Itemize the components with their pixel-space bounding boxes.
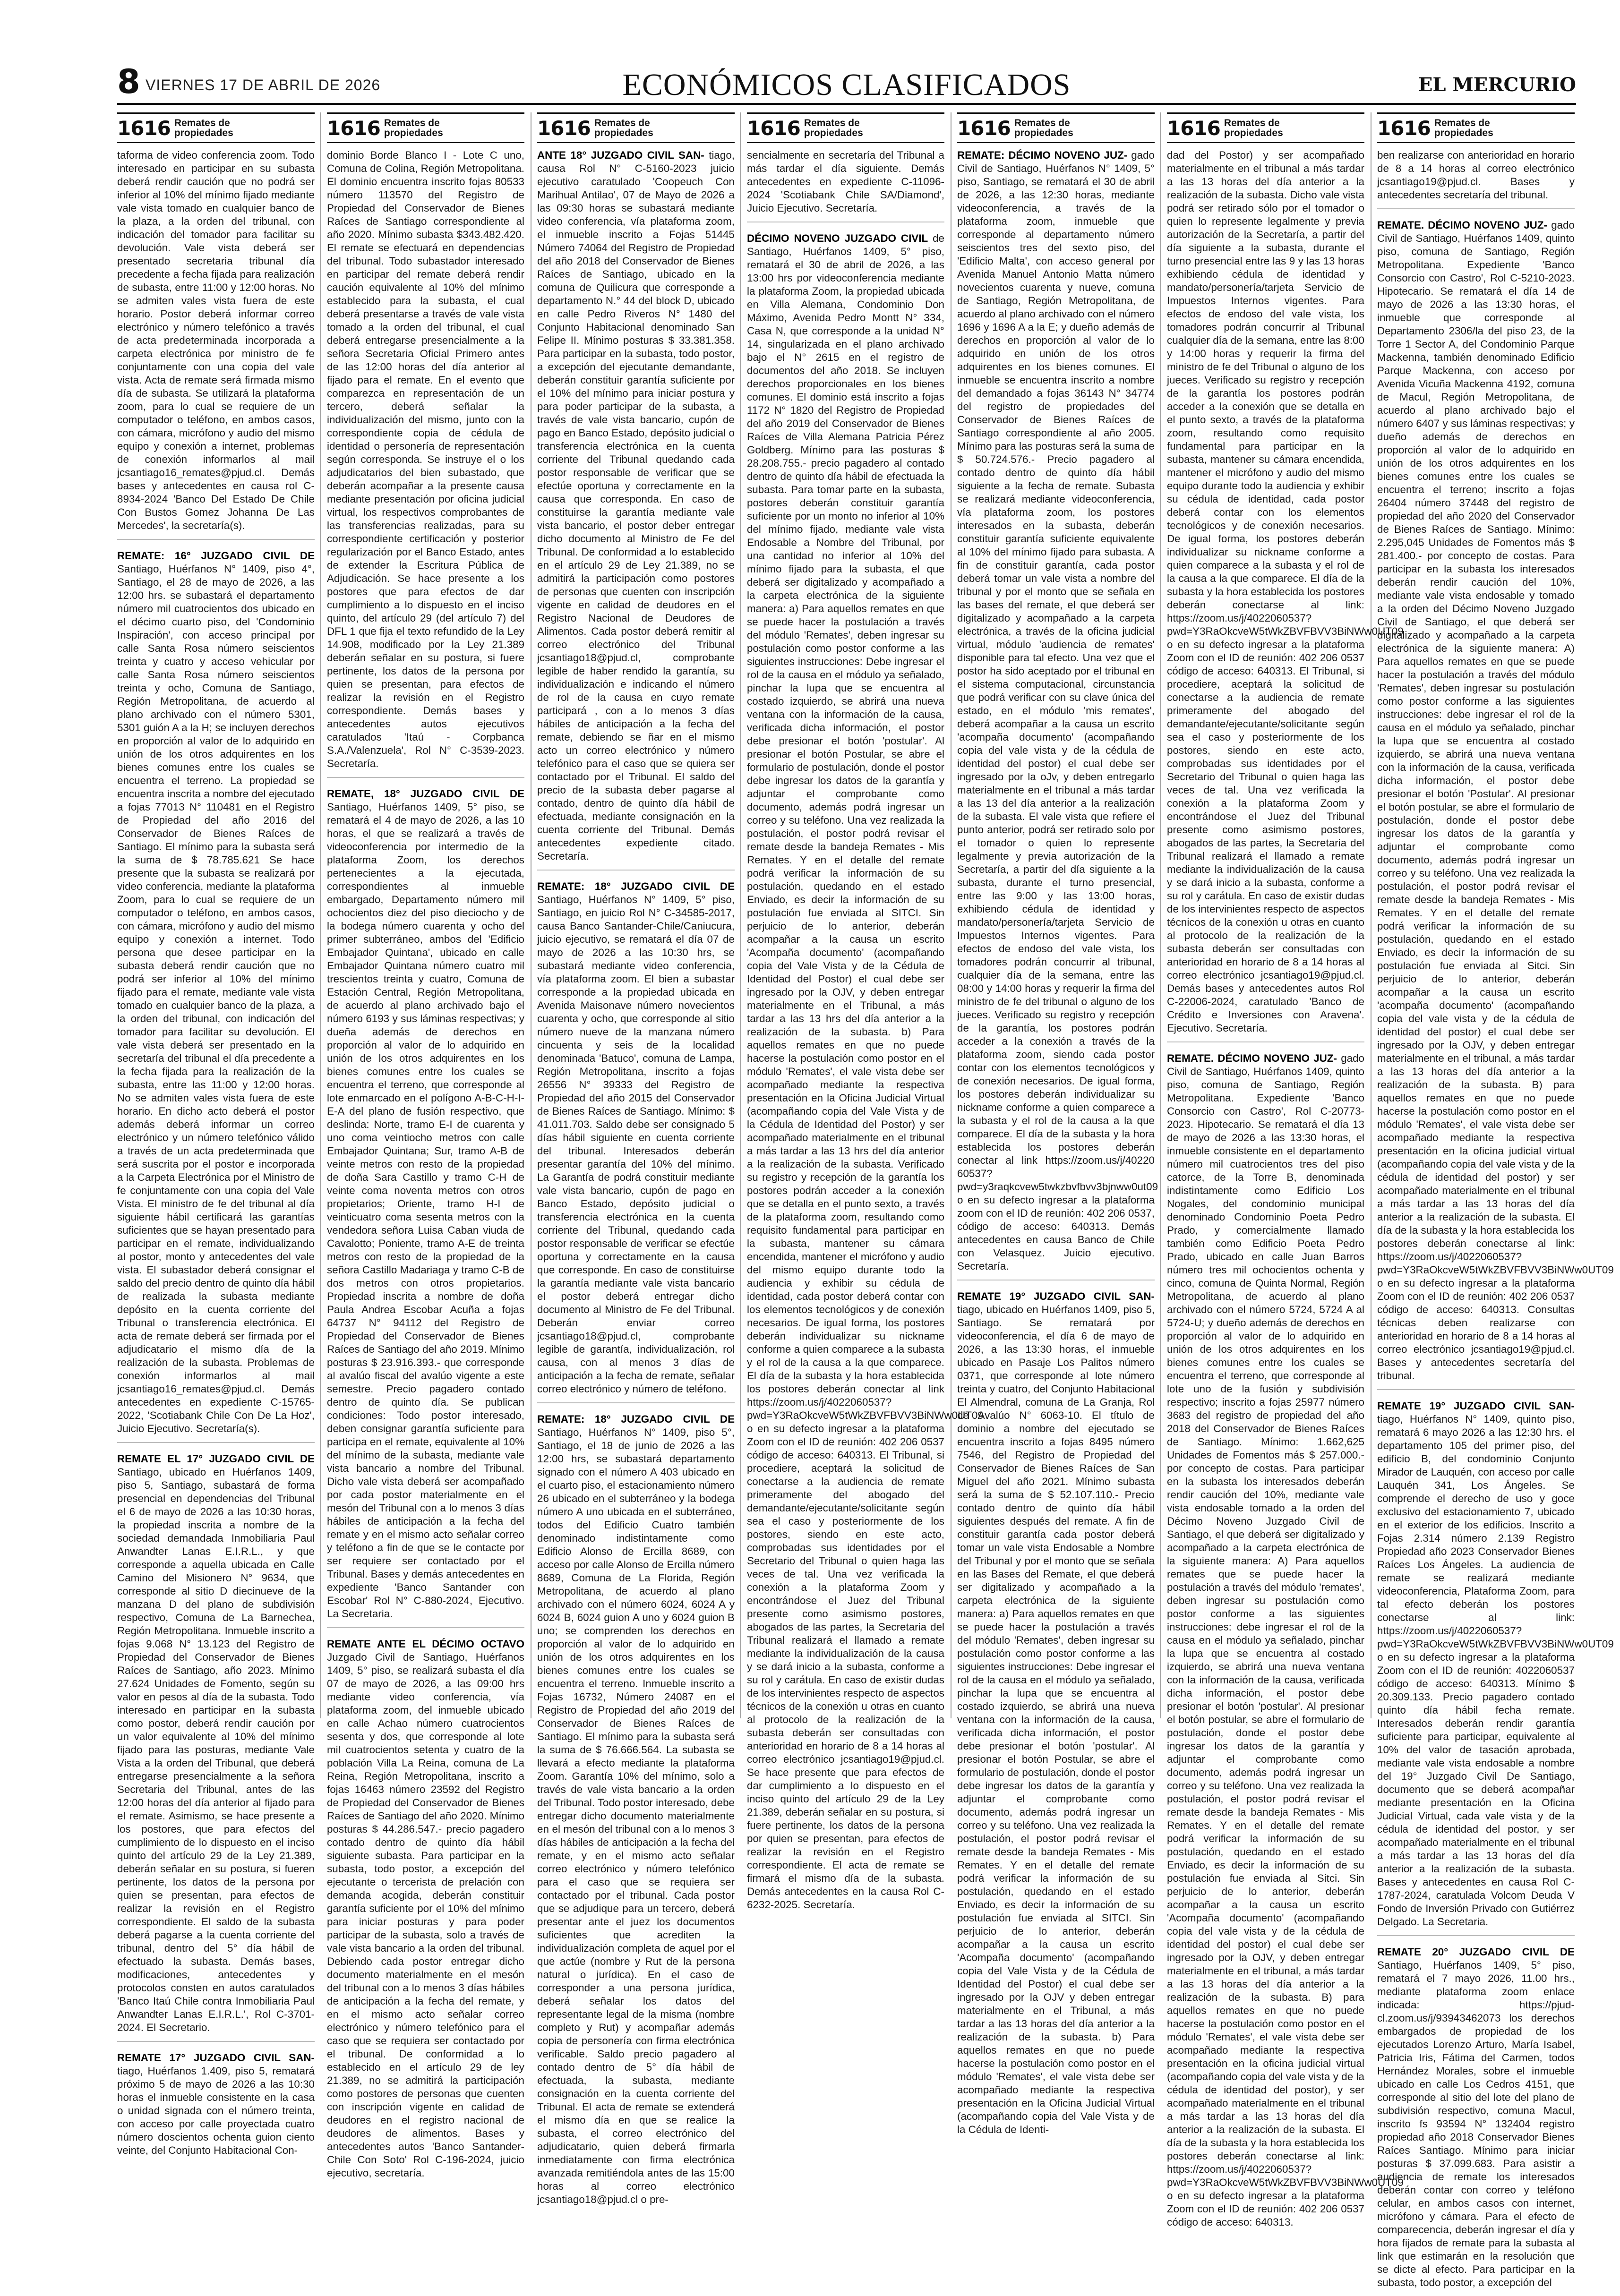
classified-column-7 <box>1377 112 1614 2288</box>
newspaper-brand-logo: EL MERCURIO <box>1418 74 1576 96</box>
auction-notice <box>747 232 984 1918</box>
page-number: 8 <box>117 62 140 101</box>
notice-body: tiago, Huérfanos 1.409, piso 5, rematará próximo 5 de mayo de 2026 a las 10:30 horas el inmueble consistente en la casa o unidad signada con el número treinta, con acceso por calle proyectada cuatro número doscientos ochenta guion ciento veinte, del Conjunto Habitacional Con- <box>117 2065 315 2156</box>
auction-notice <box>1377 1946 1575 2296</box>
notice-paragraph <box>1377 219 1614 1383</box>
category-name <box>1434 118 1493 138</box>
auction-notice <box>1167 149 1404 1042</box>
notice-paragraph <box>537 149 735 863</box>
notice-lead: REMATE: 18° JUZGADO CIVIL DE <box>537 1413 735 1425</box>
category-name-line1: Remates de <box>1434 118 1490 128</box>
notice-lead: REMATE, 18° JUZGADO CIVIL DE <box>327 788 524 800</box>
category-header <box>747 112 944 143</box>
auction-notice <box>327 149 524 778</box>
category-name-line1: Remates de <box>384 118 440 128</box>
notice-paragraph <box>1377 1946 1575 2289</box>
auction-notice <box>537 1413 735 2213</box>
auction-notice <box>1377 219 1614 1390</box>
category-header <box>1377 112 1575 143</box>
category-name-line2: propiedades <box>594 128 653 138</box>
auction-notice <box>1377 149 1575 209</box>
category-header <box>957 112 1155 143</box>
column-body <box>1377 143 1614 2296</box>
column-body <box>327 143 524 2186</box>
auction-notice <box>117 549 315 1443</box>
classified-column-1 <box>117 112 315 2156</box>
notice-body: Santiago, Huérfanos 1409, 5° piso, rematará el 7 mayo 2026, 11.00 hrs., mediante plataforma zoom enlace indicada: https://pjud-cl.zoom.us/j/93943462073 los derechos embargados de propiedad de los ejecutados Lorenzo Arturo, María Isabel, Patricia Iris, Fátima del Carmen, todos Hernández Morales, sobre el inmueble ubicado en calle Los Cedros 4151, que corresponde al sitio del lote del plano de subdivisión respectivo, comuna Macul, inscrito fs 93594 N° 132404 registro propiedad año 2018 Conservador Bienes Raíces Santiago. Mínimo para iniciar posturas $ 37.099.683. Para asistir a audiencia de remate los interesados deberán contar con correo y teléfono celular, en ambos casos con internet, micrófono y cámara. Para el efecto de comparecencia, deberán ingresar el día y hora fijados de remate para la subasta al link que estimarán en la resolución que se dicte al efecto. Para participar en la subasta, todo postor, a excepción del <box>1377 1959 1575 2288</box>
category-name-line1: Remates de <box>1224 118 1280 128</box>
notice-paragraph <box>1167 1052 1404 2229</box>
auction-notice <box>117 2051 315 2164</box>
classified-column-5 <box>957 112 1158 2135</box>
column-body <box>747 143 984 1918</box>
notice-body: ben realizarse con anterioridad en horario de 8 a 14 horas al correo electrónico jcsantiago19@pjud.cl. Bases y antecedentes secretaría del tribunal. <box>1377 149 1575 201</box>
notice-body: gado Civil de Santiago, Huérfanos N° 1409, 5° piso, Santiago, se rematará el 30 de abril de 2026, a las 12:30 horas, mediante videoconferencia, a través de la plataforma zoom, inmueble que corresponde al departamento número seiscientos tres del sexto piso, del 'Edificio Malta', con acceso general por Avenida Manuel Antonio Matta número novecientos cuarenta y nueve, comuna de Santiago, Región Metropolitana, de acuerdo al plano archivado con el número 1696 y 1696 A a la E; y dueño además de derechos en proporción al valor de lo adquirido en unión de los otros adquirentes en los bienes comunes. El inmueble se encuentra inscrito a nombre del demandado a fojas 36143 N° 34774 del registro de propiedades del Conservador de Bienes Raíces de Santiago correspondiente al año 2005. Mínimo para las posturas será la suma de $ 50.724.576.- Precio pagadero al contado dentro de quinto día hábil siguiente a la fecha de remate. Subasta se realizará mediante videoconferencia, vía plataforma zoom, los postores interesados en la subasta, deberán constituir garantía suficiente equivalente al 10% del mínimo fijado para subasta. A fin de constituir garantía, cada postor deberá tomar un vale vista a nombre del tribunal y por el monto que se señala en las bases del remate, el que deberá ser digitalizado y acompañado a la carpeta electrónica, a través de la oficina judicial virtual, módulo 'audiencia de remates' disponible para tal efecto. Una vez que el postor ha sido aceptado por el tribunal en el sistema computacional, circunstancia que podrá verificar con su clave única del estado, en el módulo 'mis remates', deberá acompañar a la causa un escrito 'acompaña documento' (acompañando copia del vale vista y de la cédula de identidad del postor) el cual debe ser ingresado por la oJv, y deben entregarlo materialmente en el tribunal a más tardar a las 13 del día anterior a la realización de la subasta. El vale vista que refiere el punto anterior, podrá ser retirado solo por el tomador o quien lo represente legalmente y previa autorización de la Secretaría, a partir del día siguiente a la subasta, durante el turno presencial, entre las 9:00 y las 13:00 horas, exhibiendo cédula de identidad y mandato/personería/tarjeta Servicio de Impuestos Internos vigentes. Para efectos de endoso del vale vista, los tomadores podrán concurrir al tribunal, cualquier día de la semana, entre las 08:00 y 14:00 horas y requerir la firma del ministro de fe del tribunal o alguno de los jueces. Verificado su registro y recepción de la garantía, los postores podrán acceder a la conexión a través de la plataforma zoom, siendo cada postor contar con los elementos tecnológicos y de conexión necesarios. De igual forma, los postores deberán individualizar su nickname conforme a quien comparece a la subasta y el rol de la causa a la que comparece. El día de la subasta y la hora establecida los postores deberán conectar al link https://zoom.us/j/40220 60537?pwd=y3raqkcvew5twkzbvfbvv3bjnww0ut09 o en su defecto ingresar a la plataforma zoom con el ID de reunión: 402 206 0537, código de acceso: 640313. Demás antecedentes en causa Banco de Chile con Velasquez. Juicio ejecutivo. Secretaría. <box>957 149 1158 1272</box>
category-name-line2: propiedades <box>1434 128 1493 138</box>
notice-body: tiago, ubicado en Huérfanos 1409, piso 5, Santiago. Se rematará por videoconferencia, el día 6 de mayo de 2026, a las 13:30 horas, el inmueble ubicado en Pasaje Los Palitos número 0371, que corresponde al lote número treinta y cuatro, del Conjunto Habitacional El Almendral, comuna de La Granja, Rol de Avalúo N° 6063-10. El título de dominio a nombre del ejecutado se encuentra inscrito a fojas 8495 número 7546, del Registro de Propiedad del Conservador de Bienes Raíces de San Miguel del año 2021. Mínimo subasta será la suma de $ 52.107.110.- Precio contado dentro de quinto día hábil siguientes después del remate. A fin de constituir garantía cada postor deberá tomar un vale vista Endosable a Nombre del Tribunal y por el monto que se señala en las Bases del Remate, el que deberá ser digitalizado y acompañado a la carpeta electrónica de la siguiente manera: a) Para aquellos remates en que se puede hacer la postulación a través del módulo 'Remates', deben ingresar su postulación como postor conforme a las siguientes instrucciones: Debe ingresar el rol de la causa en el módulo ya señalado, pinchar la lupa que se encuentra al costado izquierdo, se abrirá una nueva ventana con la información de la causa, verificada dicha información, el postor debe presionar el botón 'postular'. Al presionar el botón Postular, se abre el formulario de postulación, donde el postor debe ingresar los datos de la garantía y adjuntar el comprobante como documento, además podrá ingresar un correo y su teléfono. Una vez realizada la postulación, el postor podrá revisar el remate desde la bandeja Remates - Mis Remates. Y en el detalle del remate podrá verificar la información de su postulación, quedando en el estado Enviado, es decir la información de su postulación fue enviada al SITCI. Sin perjuicio de lo anterior, deberán acompañar a la causa un escrito 'Acompaña documento' (acompañando copia del Vale Vista y de la Cédula de Identidad del Postor) el cual debe ser ingresado por la OJV y deben entregar materialmente en el Tribunal, a más tardar a las 13 horas del día anterior a la realización de la subasta. b) Para aquellos remates en que no puede hacerse la postulación como postor en el módulo 'Remates', el vale vista debe ser acompañado mediante la respectiva presentación en la Oficina Judicial Virtual (acompañando copia del Vale Vista y de la Cédula de Identi- <box>957 1304 1155 2135</box>
page-masthead <box>117 62 1576 105</box>
classified-column-3 <box>537 112 735 2205</box>
notice-body: Santiago, Huérfanos N° 1409, 5° piso, Santiago, en juicio Rol N° C-34585-2017, causa Banco Santander-Chile/Caniucura, juicio ejecutivo, se rematará el día 07 de mayo de 2026 a las 10:30 hrs, se subastará mediante video conferencia, vía plataforma zoom. El bien a subastar corresponde a la propiedad ubicada en Avenida Maisonave número novecientos cuarenta y ocho, que corresponde al sitio número nueve de la manzana número cincuenta y seis de la localidad denominada 'Batuco', comuna de Lampa, Región Metropolitana, inscrito a fojas 26556 N° 39333 del Registro de Propiedad del año 2015 del Conservador de Bienes Raíces de Santiago. Mínimo: $ 41.011.703. Saldo debe ser consignado 5 días hábil siguiente en cuenta corriente del tribunal. Interesados deberán presentar garantía del 10% del mínimo. La Garantía de podrá constituir mediante vale vista bancario, cupón de pago en Banco Estado, depósito judicial o transferencia electrónica en la cuenta corriente del Tribunal, quedando cada postor responsable de verificar se efectúe oportuna y correctamente en la causa que corresponde. En caso de constituirse la garantía mediante vale vista bancario el postor deberá entregar dicho documento al Ministro de Fe del Tribunal. Deberán enviar correo jcsantiago18@pjud.cl, comprobante legible de garantía, individualización, rol causa, con al menos 3 días de anticipación a la fecha de remate, señalar correo electrónico y número de teléfono. <box>537 894 735 1395</box>
notice-paragraph <box>747 232 984 1912</box>
category-header <box>327 112 524 143</box>
notice-lead: REMATE. DÉCIMO NOVENO JUZ- <box>1377 219 1547 231</box>
auction-notice <box>957 149 1158 1280</box>
notice-body: Santiago, Huérfanos 1409, 5° piso, se rematará el 4 de mayo de 2026, a las 10 horas, el que se realizará a través de videoconferencia por intermedio de la plataforma Zoom, los derechos pertenecientes a la ejecutada, correspondientes al inmueble embargado, Departamento número mil ochocientos diez del piso dieciocho y de la bodega número cuarenta y ocho del primer subterráneo, ambos del 'Edificio Embajador Quintana', ubicado en calle Embajador Quintana número cuatro mil trescientos treinta y cuatro, Comuna de Estación Central, Región Metropolitana, de acuerdo al plano archivado bajo el número 6193 y sus láminas respectivas; y dueña además de derechos en proporción al valor de lo adquirido en unión de los otros adquirentes en los bienes comunes entre los cuales se encuentra el terreno, que corresponde al lote enmarcado en el polígono A-B-C-H-I-E-A del plano de fusión respectivo, que deslinda: Norte, tramo E-I de cuarenta y uno coma veintiocho metros con calle Embajador Quintana; Sur, tramo A-B de veinte metros con resto de la propiedad de doña Sara Castillo y tramo C-H de veinte coma noventa metros con otros propietarios; Oriente, tramo H-I de veinticuatro coma sesenta metros con la vendedora señora Luisa Caban viuda de Cavalotto; Poniente, tramo A-E de treinta metros con resto de la propiedad de la señora Castillo Madariaga y tramo C-B de dos metros con otros propietarios. Propiedad inscrita a nombre de doña Paula Andrea Escobar Acuña a fojas 64737 N° 94112 del Registro de Propiedad del Conservador de Bienes Raíces de Santiago del año 2019. Mínimo posturas $ 23.916.393.- que corresponde al avalúo fiscal del avalúo vigente a este semestre. Precio pagadero contado dentro de quinto día. Se publican condiciones: Todo postor interesado, deben consignar garantía suficiente para participa en el remate, equivalente al 10% del mínimo de la subasta, mediante vale vista bancario a nombre del Tribunal. Dicho vale vista deberá ser acompañado por cada postor materialmente en el mesón del Tribunal con a lo menos 3 días hábiles de anticipación a la fecha del remate y en el mismo acto señalar correo y teléfono a fin de que se le contacte por ser requiere ser contactado por el Tribunal. Bases y demás antecedentes en expediente 'Banco Santander con Escobar' Rol N° C-880-2024, Ejecutivo. La Secretaria. <box>327 801 524 1620</box>
auction-notice <box>117 149 315 540</box>
category-header <box>537 112 735 143</box>
category-name <box>174 118 233 138</box>
notice-lead: REMATE ANTE EL DÉCIMO OCTAVO <box>327 1638 524 1650</box>
category-header <box>117 112 315 143</box>
auction-notice <box>1377 1400 1614 1936</box>
page-date: VIERNES 17 DE ABRIL DE 2026 <box>146 77 381 94</box>
auction-notice <box>957 1290 1155 2143</box>
category-code: 1616 <box>957 116 1011 140</box>
category-name-line2: propiedades <box>174 128 233 138</box>
category-code: 1616 <box>747 116 800 140</box>
notice-lead: REMATE 19° JUZGADO CIVIL SAN- <box>957 1290 1155 1302</box>
notice-body: de Santiago, Huérfanos 1409, 5° piso, rematará el 30 de abril de 2026, a las 13:00 hrs por videoconferencia mediante la plataforma Zoom, la propiedad ubicada en Villa Alemana, Condominio Don Máximo, Avenida Pedro Montt N° 334, Casa N, que corresponde a la unidad N° 14, singularizada en el plano archivado bajo el N° 2615 en el registro de documentos del año 2018. Se incluyen derechos proporcionales en los bienes comunes. El dominio está inscrito a fojas 1172 N° 1820 del Registro de Propiedad del año 2019 del Conservador de Bienes Raíces de Villa Alemana Patricia Pérez Goldberg. Mínimo para las posturas $ 28.208.755.- precio pagadero al contado dentro de quinto día hábil de efectuada la subasta. Para tomar parte en la subasta, postores deberán constituir garantía suficiente por un monto no inferior al 10% del mínimo fijado, mediante vale vista Endosable a Nombre del Tribunal, por una cantidad no inferior al 10% del mínimo fijado para la subasta, el que deberá ser digitalizado y acompañado a la carpeta electrónica de la siguiente manera: a) Para aquellos remates en que se puede hacer la postulación a través del módulo 'Remates', deben ingresar su postulación como postor conforme a las siguientes instrucciones: Debe ingresar el rol de la causa en el módulo ya señalado, pinchar la lupa que se encuentra al costado izquierdo, se abrirá una nueva ventana con la información de la causa, verificada dicha información, el postor debe presionar el botón 'postular'. Al presionar el botón Postular, se abre el formulario de postulación, donde el postor debe ingresar los datos de la garantía y adjuntar el comprobante como documento, además podrá ingresar un correo y su teléfono. Una vez realizada la postulación, el postor podrá revisar el remate desde la bandeja Remates - Mis Remates. Y en el detalle del remate podrá verificar la información de su postulación, quedando en el estado Enviado, es decir la información de su postulación fue enviada al SITCI. Sin perjuicio de lo anterior, deberán acompañar a la causa un escrito 'Acompaña documento' (acompañando copia del Vale Vista y de la Cédula de Identidad del Postor) el cual debe ser ingresado por la OJV, y deben entregar materialmente en el Tribunal, a más tardar a las 13 hrs del día anterior a la realización de la subasta. b) Para aquellos remates en que no puede hacerse la postulación como postor en el módulo 'Remates', el vale vista debe ser acompañado mediante la respectiva presentación en la Oficina Judicial Virtual (acompañando copia del Vale Vista y de la Cédula de Identidad del Postor) y ser acompañado materialmente en el tribunal a más tardar a las 13 hrs del día anterior a la realización de la subasta. Verificado su registro y recepción de la garantía los postores podrán acceder a la conexión que se detalla en el punto sexto, a través de la plataforma zoom, resultando como requisito fundamental para participar en la subasta, mantener su cámara encendida, mantener el micrófono y audio del mismo equipo durante todo la audiencia y exhibir su cédula de identidad, cada postor deberá contar con los elementos tecnológicos y de conexión necesarios. De igual forma, los postores deberán individualizar su nickname conforme a quien comparece a la subasta y el rol de la causa a la que comparece. El día de la subasta y la hora establecida los postores deberán conectar al link https://zoom.us/j/4022060537?pwd=Y3RaOkcveW5tWkZBVFBVV3BiNWw0UT09 o en su defecto ingresar a la plataforma Zoom con el ID de reunión: 402 206 0537 código de acceso: 640313. El Tribunal, si procediere, aceptará la solicitud de conectarse a la audiencia de remate primeramente del abogado del demandante/ejecutante/solicitante según sea el caso y posteriormente de los postores, siendo en este acto, comprobadas sus identidades por el Secretario del Tribunal o quien haga las veces de tal. Una vez verificada la conexión a la plataforma Zoom y encontrándose el Juez del Tribunal presente como asimismo postores, abogados de las partes, la Secretaria del Tribunal realizará el llamado a remate mediante la individualización de la causa y se dará inicio a la subasta, conforme a su rol y carátula. En caso de existir dudas de los intervinientes respecto de aspectos técnicos de la conexión u otras en cuanto al protocolo de la realización de la subasta deberán ser consultadas con anterioridad en horario de 8 a 14 horas al correo electrónico jcsantiago19@pjud.cl. Se hace presente que para efectos de dar cumplimiento a lo dispuesto en el inciso quinto del artículo 29 de la Ley 21.389, deberán señalar en su postura, si fuere pertinente, los datos de la persona por quien se presentan, para efectos de realizar la revisión en el Registro correspondiente. El acta de remate se firmará el mismo día de la subasta. Demás antecedentes en la causa Rol C-6232-2025. Secretaría. <box>747 232 984 1911</box>
notice-lead: REMATE 17° JUZGADO CIVIL SAN- <box>117 2052 315 2064</box>
notice-lead: REMATE 20° JUZGADO CIVIL DE <box>1377 1946 1575 1958</box>
notice-paragraph <box>327 1638 524 2180</box>
notice-body: dominio Borde Blanco I - Lote C uno, Comuna de Colina, Región Metropolitana. El dominio encuentra inscrito fojas 80533 número 113570 del Registro de Propiedad del Conservador de Bienes Raíces de Santiago correspondiente al año 2020. Mínimo subasta $343.482.420. El remate se efectuará en dependencias del tribunal. Todo subastador interesado en participar del remate deberá rendir caución equivalente al 10% del mínimo establecido para la subasta, el cual deberá presentarse a través de vale vista tomado a la orden del tribunal, el cual deberá entregarse presencialmente a la señora Secretaria Oficial Primero antes de las 12:00 horas del día anterior al fijado para el remate. En el evento que comparezca en representación de un tercero, deberá señalar la individualización del mismo, junto con la correspondiente copia de cédula de identidad o personería de representación según corresponda. Se instruye el o los adjudicatarios del bien subastado, que deberán acompañar a la presente causa mediante presentación por oficina judicial virtual, los respectivos comprobantes de las transferencias realizadas, para su correspondiente certificación y posterior regularización por el Banco Estado, antes de extender la Escritura Pública de Adjudicación. Se hace presente a los postores que para efectos de dar cumplimiento a lo dispuesto en el inciso quinto, del artículo 29 (del artículo 7) del DFL 1 que fija el texto refundido de la Ley 14.908, modificado por la Ley 21.389 deberán señalar en su postura, si fuere pertinente, los datos de la persona por quien se presentan, para efectos de realizar la revisión en el Registro correspondiente. Demás bases y antecedentes autos ejecutivos caratulados 'Itaú - Corpbanca S.A./Valenzuela', Rol N° C-3539-2023. Secretaría. <box>327 149 524 769</box>
category-name-line1: Remates de <box>594 118 650 128</box>
category-name-line1: Remates de <box>1014 118 1070 128</box>
category-header <box>1167 112 1364 143</box>
notice-lead: REMATE: 16° JUZGADO CIVIL DE <box>117 550 315 562</box>
notice-paragraph <box>117 2051 315 2157</box>
notice-body: dad del Postor) y ser acompañado materialmente en el tribunal a más tardar a las 13 horas del día anterior a la realización de la subasta. Dicho vale vista podrá ser retirado sólo por el tomador o quien lo represente legalmente y previa autorización de la Secretaría, a partir del día siguiente a la subasta, durante el turno presencial entre las 9 y las 13 horas exhibiendo cédula de identidad y mandato/personería/tarjeta Servicio de Impuestos Internos vigentes. Para efectos de endoso del vale vista, los tomadores podrán concurrir al Tribunal cualquier día de la semana, entre las 8:00 y 14:00 horas y requerir la firma del ministro de fe del Tribunal o alguno de los jueces. Verificado su registro y recepción de la garantía los postores podrán acceder a la conexión que se detalla en el punto sexto, a través de la plataforma zoom, resultando como requisito fundamental para participar en la subasta, mantener su cámara encendida, mantener el micrófono y audio del mismo equipo durante todo la audiencia y exhibir su cédula de identidad, cada postor deberá contar con los elementos tecnológicos y de conexión necesarios. De igual forma, los postores deberán individualizar su nickname conforme a quien comparece a la subasta y el rol de la causa a la que comparece. El día de la subasta y la hora establecida los postores deberán conectarse al link: https://zoom.us/j/4022060537?pwd=Y3RaOkcveW5tWkZBVFBVV3BiNWw0UT09 o en su defecto ingresar a la plataforma Zoom con el ID de reunión: 402 206 0537 código de acceso: 640313. El Tribunal, si procediere, aceptará la solicitud de conectarse a la audiencia de remate primeramente del abogado del demandante/ejecutante/solicitante según sea el caso y posteriormente de los postores, siendo en este acto, comprobadas sus identidades por el Secretario del Tribunal o quien haga las veces de tal. Una vez verificada la conexión a la plataforma Zoom y encontrándose el Juez del Tribunal presente como asimismo postores, abogados de las partes, la Secretaria del Tribunal realizará el llamado a remate mediante la individualización de la causa y se dará inicio a la subasta, conforme a su rol y carátula. En caso de existir dudas de los intervinientes respecto de aspectos técnicos de la conexión u otras en cuanto al protocolo de la realización de la subasta deberán ser consultadas con anterioridad en horario de 8 a 14 horas al correo electrónico jcsantiago19@pjud.cl. Demás bases y antecedentes autos Rol C-22006-2024, caratulado 'Banco de Crédito e Inversiones con Aravena'. Ejecutivo. Secretaría. <box>1167 149 1404 1034</box>
notice-body: gado Civil de Santiago, Huérfanos 1409, quinto piso, comuna de Santiago, Región Metropolitana. Expediente 'Banco Consorcio con Castro', Rol C-5210-2023. Hipotecario. Se rematará el día 14 de mayo de 2026 a las 13:30 horas, el inmueble que corresponde al Departamento 2306/la del piso 23, de la Torre 1 Sector A, del Condominio Parque Mackenna, también denominado Edificio Parque Mackenna, con acceso por Avenida Vicuña Mackenna 4192, comuna de Macul, Región Metropolitana, de acuerdo al plano archivado bajo el número 6407 y sus láminas respectivas; y dueño además de derechos en proporción al valor de lo adquirido en unión de los otros adquirentes en los bienes comunes entre los cuales se encuentra el terreno; inscrito a fojas 26404 número 37448 del registro de propiedad del año 2020 del Conservador de Bienes Raíces de Santiago. Mínimo: 2.295,045 Unidades de Fomentos más $ 281.400.- por concepto de costas. Para participar en la subasta los interesados deberán rendir caución del 10%, mediante vale vista endosable y tomado a la orden del Décimo Noveno Juzgado Civil de Santiago, el que deberá ser digitalizado y acompañado a la carpeta electrónica de la siguiente manera: A) Para aquellos remates en que se puede hacer la postulación a través del módulo 'Remates', deben ingresar su postulación como postor conforme a las siguientes instrucciones: debe ingresar el rol de la causa en el módulo ya señalado, pinchar la lupa que se encuentra al costado izquierdo, se abrirá una nueva ventana con la información de la causa, verificada dicha información, el postor debe presionar el botón 'Postular'. Al presionar el botón postular, se abre el formulario de postulación, donde el postor debe ingresar los datos de la garantía y adjuntar el comprobante como documento, además podrá ingresar un correo y su teléfono. Una vez realizada la postulación, el postor podrá revisar el remate desde la bandeja Remates - Mis Remates. Y en el detalle del remate podrá verificar la información de su postulación, quedando en el estado Enviado, es decir la información de su postulación fue enviada al Sitci. Sin perjuicio de lo anterior, deberán acompañar a la causa un escrito 'acompaña documento' (acompañando copia del vale vista y de la cédula de identidad del postor) el cual debe ser ingresado por la OJV, y deben entregar materialmente en el tribunal, a más tardar a las 13 horas del día anterior a la realización de la subasta. B) para aquellos remates en que no puede hacerse la postulación como postor en el módulo 'Remates', el vale vista debe ser acompañado mediante la respectiva presentación en la oficina judicial virtual (acompañando copia del vale vista y de la cédula de identidad del postor) y ser acompañado materialmente en el tribunal a más tardar a las 13 horas del día anterior a la realización de la subasta. El día de la subasta y la hora establecida los postores deberán conectarse al link: https://zoom.us/j/4022060537?pwd=Y3RaOkcveW5tWkZBVFBVV3BiNWw0UT09 o en su defecto ingresar a la plataforma Zoom con el ID de reunión: 402 206 0537 código de acceso: 640313. Consultas técnicas deben realizarse con anterioridad en horario de 8 a 14 horas al correo electrónico jcsantiago19@pjud.cl. Bases y antecedentes secretaría del tribunal. <box>1377 219 1614 1382</box>
category-name-line2: propiedades <box>384 128 443 138</box>
notice-paragraph <box>957 1290 1155 2136</box>
column-body <box>117 143 315 2164</box>
notice-lead: REMATE. DÉCIMO NOVENO JUZ- <box>1167 1052 1337 1064</box>
notice-paragraph <box>1377 1400 1614 1929</box>
category-name-line1: Remates de <box>174 118 230 128</box>
column-divider <box>320 112 321 1718</box>
category-code: 1616 <box>327 116 380 140</box>
classified-column-6 <box>1167 112 1404 2228</box>
category-name <box>1224 118 1283 138</box>
column-body <box>537 143 735 2213</box>
notice-lead: REMATE: 18° JUZGADO CIVIL DE <box>537 880 735 892</box>
notice-lead: REMATE EL 17° JUZGADO CIVIL DE <box>117 1453 315 1465</box>
category-name-line2: propiedades <box>1014 128 1073 138</box>
classified-column-4 <box>747 112 984 1911</box>
auction-notice <box>327 1638 524 2186</box>
notice-body: Juzgado Civil de Santiago, Huérfanos 1409, 5° piso, se realizará subasta el día 07 de mayo de 2026, a las 09:00 hrs mediante video conferencia, vía plataforma zoom, del inmueble ubicado en calle Achao número cuatrocientos sesenta y dos, que corresponde al lote mil cuatrocientos setenta y cuatro de la población Villa La Reina, comuna de La Reina, Región Metropolitana, inscrito a fojas 16463 número 23592 del Registro de Propiedad del Conservador de Bienes Raíces de Santiago del año 2020. Mínimo posturas $ 44.286.547.- precio pagadero contado dentro de quinto día hábil siguiente subasta. Para participar en la subasta, todo postor, a excepción del ejecutante o tercerista de prelación con demanda acogida, deberán constituir garantía suficiente por el 10% del mínimo para iniciar posturas y para poder participar de la subasta, solo a través de vale vista bancario a la orden del tribunal. Debiendo cada postor entregar dicho documento materialmente en el mesón del tribunal con a lo menos 3 días hábiles de anticipación a la fecha del remate, y en el mismo acto señalar correo electrónico y número telefónico para el caso que se requiera ser contactado por el tribunal. De conformidad a lo establecido en el artículo 29 de ley 21.389, no se admitirá la participación como postores de personas que cuenten con inscripción vigente en calidad de deudores en el registro nacional de deudores de alimentos. Bases y antecedentes autos 'Banco Santander-Chile Con Soto' Rol C-196-2024, juicio ejecutivo, secretaría. <box>327 1651 524 2179</box>
notice-paragraph <box>117 1452 315 2034</box>
auction-notice <box>117 1452 315 2042</box>
section-title: ECONÓMICOS CLASIFICADOS <box>622 68 1071 102</box>
notice-lead: REMATE 19° JUZGADO CIVIL SAN- <box>1377 1400 1575 1412</box>
column-divider <box>1160 112 1161 1718</box>
auction-notice <box>537 880 735 1403</box>
category-name-line1: Remates de <box>804 118 860 128</box>
notice-body: Santiago, Huérfanos N° 1409, piso 4°, Santiago, el 28 de mayo de 2026, a las 12:00 hrs. se subastará el departamento número mil cuatrocientos dos ubicado en el décimo cuarto piso, del 'Condominio Inspiración', con acceso principal por calle Santa Rosa número seiscientos treinta y cuatro y acceso vehicular por calle Santa Rosa número seiscientos treinta y ocho, Comuna de Santiago, Región Metropolitana, de acuerdo al plano archivado con el número 5301, 5301 guión A a la H; se incluyen derechos en proporción al valor de lo adquirido en unión de los otros adquirentes en los bienes comunes entre los cuales se encuentra el terreno. La propiedad se encuentra inscrita a nombre del ejecutado a fojas 77013 N° 110481 en el Registro de Propiedad del año 2016 del Conservador de Bienes Raíces de Santiago. El mínimo para la subasta será la suma de $ 78.785.621 Se hace presente que la subasta se realizará por video conferencia, mediante la plataforma Zoom, para lo cual se requiere de un computador o teléfono, en ambos casos, con cámara, micrófono y audio del mismo equipo y conexión a internet. Todo persona que desee participar en la subasta deberá rendir caución que no podrá ser inferior al 10% del mínimo fijado para el remate, mediante vale vista tomado en cualquier banco de la plaza, a la orden del tribunal, con indicación del tomador para facilitar su devolución. El vale vista deberá ser presentado en la secretaría del tribunal el día precedente a la fecha fijada para la realización de la subasta, entre las 11:00 y 12:00 horas. No se admiten vales vista fuera de este horario. En dicho acto deberá el postor además deberá informar un correo electrónico y un número telefónico válido a través de un acta predeterminada que será suscrita por el postor e incorporada a la Carpeta Electrónica por el Ministro de fe conjuntamente con una copia del Vale Vista. El ministro de fe del tribunal al día siguiente hábil certificará las garantías suficientes que se hayan presentado para participar en el remate, individualizando al postor, monto y antecedentes del vale vista. El subastador deberá consignar el saldo del precio dentro de quinto día hábil de realizada la subasta mediante depósito en la cuenta corriente del Tribunal o transferencia electrónica. El acta de remate deberá ser firmada por el adjudicatario el mismo día de la realización de la subasta. Problemas de conexión informarlos al mail jcsantiago16_remates@pjud.cl. Demás antecedentes en expediente C-15765-2022, 'Scotiabank Chile Con De La Hoz', Juicio Ejecutivo. Secretaría(s). <box>117 563 315 1434</box>
column-body <box>957 143 1158 2143</box>
category-code: 1616 <box>537 116 591 140</box>
category-code: 1616 <box>1167 116 1220 140</box>
category-name-line2: propiedades <box>1224 128 1283 138</box>
classifieds-columns <box>117 112 1614 2288</box>
category-name-line2: propiedades <box>804 128 863 138</box>
notice-paragraph <box>747 149 944 215</box>
auction-notice <box>327 787 524 1628</box>
category-name <box>1014 118 1073 138</box>
column-divider <box>740 112 741 1718</box>
auction-notice <box>1167 1052 1404 2236</box>
notice-body: Santiago, Huérfanos N° 1409, piso 5°, Santiago, el 18 de junio de 2026 a las 12:00 hrs, se subastará departamento signado con el número A 403 ubicado en el cuarto piso, el estacionamiento número 26 ubicado en el subterráneo y la bodega número A uno ubicada en el subterráneo, todos del Edificio Cuatro también denominado indistintamente como Edificio Alonso de Ercilla 8689, con acceso por calle Alonso de Ercilla número 8689, Comuna de La Florida, Región Metropolitana, de acuerdo al plano archivado con el número 6024, 6024 A y 6024 B, 6024 guion A uno y 6024 guion B uno; se comprenden los derechos en proporción al valor de lo adquirido en unión de los otros adquirentes en los bienes comunes entre los cuales se encuentra el terreno. Inmueble inscrito a Fojas 16732, Número 24087 en el Registro de Propiedad del año 2019 del Conservador de Bienes Raíces de Santiago. El mínimo para la subasta será la suma de $ 76.666.564. La subasta se llevará a efecto mediante la plataforma Zoom. Garantía 10% del mínimo, solo a través de vale vista bancario a la orden del Tribunal. Todo postor interesado, debe entregar dicho documento materialmente en el mesón del tribunal con a lo menos 3 días hábiles de anticipación a la fecha del remate, y en el mismo acto señalar correo electrónico y número telefónico para el caso que se requiera ser contactado por el tribunal. Cada postor que se adjudique para un tercero, deberá presentar ante el juez los documentos suficientes que acrediten la individualización completa de aquel por el que actúe (nombre y Rut de la persona natural o jurídica). En el caso de corresponder a una persona jurídica, deberá señalar los datos del representante legal de la misma (nombre completo y Rut) y acompañar además copia de personería con firma electrónica verificable. Saldo precio pagadero al contado dentro de 5° día hábil de efectuada, la subasta, mediante consignación en la cuenta corriente del Tribunal. El acta de remate se extenderá el mismo día en que se realice la subasta, el correo electrónico del adjudicatario, quien deberá firmarla inmediatamente con firma electrónica avanzada remitiéndola antes de las 15:00 horas al correo electrónico jcsantiago18@pjud.cl o pre- <box>537 1426 735 2205</box>
notice-body: sencialmente en secretaría del Tribunal a más tardar el día siguiente. Demás antecedentes en expediente C-11096-2024 'Scotiabank Chile SA/Diamond', Juicio Ejecutivo. Secretaría. <box>747 149 944 214</box>
notice-body: tiago, causa Rol N° C-5160-2023 juicio ejecutivo caratulado 'Coopeuch Con Marihual Antilao', 07 de Mayo de 2026 a las 09:30 horas se subastará mediante video conferencia, vía plataforma zoom, el inmueble inscrito a Fojas 51445 Número 74064 del Registro de Propiedad del año 2018 del Conservador de Bienes Raíces de Santiago, ubicado en la comuna de Quilicura que corresponde a departamento N.° 44 del block D, ubicado en calle Pedro Riveros N° 1480 del Conjunto Habitacional denominado San Felipe II. Mínimo posturas $ 33.381.358. Para participar en la subasta, todo postor, a excepción del ejecutante demandante, deberán constituir garantía suficiente por el 10% del mínimo para iniciar postura y para poder participar de la subasta, a través de vale vista bancario, cupón de pago en Banco Estado, depósito judicial o transferencia electrónica en la cuenta corriente del Tribunal quedando cada postor responsable de verificar que se efectúe oportuna y correctamente en la causa que corresponda. En caso de constituirse la garantía mediante vale vista bancario, el postor deber entregar dicho documento al Ministro de Fe del Tribunal. De conformidad a lo establecido en el artículo 29 de Ley 21.389, no se admitirá la participación como postores de personas que cuenten con inscripción vigente en calidad de deudores en el Registro Nacional de Deudores de Alimentos. Cada postor deberá remitir al correo electrónico del Tribunal jcsantiago18@pjud.cl, comprobante legible de haber rendido la garantía, su individualización e indicando el número de rol de la causa en cuyo remate participará , con a lo menos 3 días hábiles de anticipación a la fecha del remate, debiendo se ñar en el mismo acto un correo electrónico y número telefónico para el caso que se quiera ser contactado por el Tribunal. El saldo del precio de la subasta deber pagarse al contado, dentro de quinto día hábil de efectuada, mediante consignación en la cuenta corriente del Tribunal. Demás antecedentes expediente citado. Secretaría. <box>537 149 735 862</box>
notice-paragraph <box>1377 149 1575 202</box>
notice-paragraph <box>537 1413 735 2206</box>
notice-paragraph <box>957 149 1158 1273</box>
notice-paragraph <box>117 149 315 532</box>
category-name <box>594 118 653 138</box>
auction-notice <box>537 149 735 871</box>
notice-lead: ANTE 18° JUZGADO CIVIL SAN- <box>537 149 704 161</box>
notice-paragraph <box>327 149 524 770</box>
notice-paragraph <box>117 549 315 1435</box>
category-code: 1616 <box>1377 116 1431 140</box>
notice-body: gado Civil de Santiago, Huérfanos 1409, quinto piso, comuna de Santiago, Región Metropolitana. Expediente 'Banco Consorcio con Castro', Rol C-20773-2023. Hipotecario. Se rematará el día 13 de mayo de 2026 a las 13:30 horas, el inmueble consistente en el departamento número mil cuatrocientos tres del piso catorce, de la Torre B, denominada indistintamente como Edificio Los Nogales, del condominio municipal denominado Condominio Poeta Pedro Prado, y comercialmente llamado también como Edificio Poeta Pedro Prado, ubicado en calle Juan Barros número tres mil ochocientos ochenta y cinco, comuna de Quinta Normal, Región Metropolitana, de acuerdo al plano archivado con el número 5724, 5724 A al 5724-U; y dueño además de derechos en proporción al valor de lo adquirido en unión de los otros adquirentes en los bienes comunes entre los cuales se encuentra el terreno, que corresponde al lote uno de la fusión y subdivisión respectivo; inscrito a fojas 25977 número 3683 del registro de propiedad del año 2018 del Conservador de Bienes Raíces de Santiago. Mínimo: 1.662,625 Unidades de Fomentos más $ 257.000.- por concepto de costas. Para participar en la subasta los interesados deberán rendir caución del 10%, mediante vale vista endosable tomado a la orden del Décimo Noveno Juzgado Civil de Santiago, el que deberá ser digitalizado y acompañado a la carpeta electrónica de la siguiente manera: A) Para aquellos remates que se puede hacer la postulación a través del módulo 'remates', deben ingresar su postulación como postor conforme a las siguientes instrucciones: debe ingresar el rol de la causa en el módulo ya señalado, pinchar la lupa que se encuentra al costado izquierdo, se abrirá una nueva ventana con la información de la causa, verificada dicha información, el postor debe presionar el botón 'postular'. Al presionar el botón postular, se abre el formulario de postulación, donde el postor debe ingresar los datos de la garantía y adjuntar el comprobante como documento, además podrá ingresar un correo y su teléfono. Una vez realizada la postulación, el postor podrá revisar el remate desde la bandeja Remates - Mis Remates. Y en el detalle del remate podrá verificar la información de su postulación, quedando en el estado Enviado, es decir la información de su postulación fue enviada al Sitci. Sin perjuicio de lo anterior, deberán acompañar a la causa un escrito 'Acompaña documento' (acompañando copia del vale vista y de la cédula de identidad del postor) el cual debe ser ingresado por la OJV, y deben entregar materialmente en el tribunal, a más tardar a las 13 horas del día anterior a la realización de la subasta. B) para aquellos remates en que no puede hacerse la postulación como postor en el módulo 'Remates', el vale vista debe ser acompañado mediante la respectiva presentación en la oficina judicial virtual (acompañando copia del vale vista y de la cédula de identidad del postor), y ser acompañado materialmente en el tribunal a más tardar a las 13 horas del día anterior a la realización de la subasta. El día de la subasta y la hora establecida los postores deberán conectarse al link: https://zoom.us/j/4022060537?pwd=Y3RaOkcveW5tWkZBVFBVV3BiNWw0UT09 o en su defecto ingresar a la plataforma Zoom con el ID de reunión: 402 206 0537 código de acceso: 640313. <box>1167 1052 1404 2228</box>
auction-notice <box>747 149 944 222</box>
notice-body: Santiago, ubicado en Huérfanos 1409, piso 5, Santiago, subastará de forma presencial en dependencias del Tribunal el 6 de mayo de 2026 a las 10:30 horas, la propiedad inscrita a nombre de la sociedad demandada Inmobiliaria Paul Anwandter Lanas E.I.R.L., y que corresponde a aquella ubicada en Calle Camino del Misionero N° 9634, que corresponde al sitio D diecinueve de la manzana D del plano de subdivisión respectivo, Comuna de La Barnechea, Región Metropolitana. Inmueble inscrito a fojas 9.068 N° 13.123 del Registro de Propiedad del Conservador de Bienes Raíces de Santiago, año 2023. Mínimo 27.624 Unidades de Fomento, según su valor en pesos al día de la subasta. Todo interesado en participar en la subasta como postor, deberá rendir caución por un valor equivalente al 10% del mínimo fijado para las posturas, mediante Vale Vista a la orden del Tribunal, que deberá entregarse presencialmente a la señora Secretaria del Tribunal, antes de las 12:00 horas del día anterior al fijado para el remate. Asimismo, se hace presente a los postores, que para efectos del cumplimiento de lo dispuesto en el inciso quinto del artículo 29 de la Ley 21.389, deberán señalar en su postura, si fueren pertinente, los datos de la persona por quien se presentan, para efectos de realizar la revisión en el Registro correspondiente. El saldo de la subasta deberá pagarse a la cuenta corriente del tribunal, dentro del 5° día hábil de efectuado la subasta. Demás bases, modificaciones, antecedentes y protocolos consten en autos caratulados 'Banco Itaú Chile contra Inmobiliaria Paul Anwandter Lanas E.I.R.L.', Rol C-3701-2024. El Secretario. <box>117 1466 315 2033</box>
notice-lead: REMATE: DÉCIMO NOVENO JUZ- <box>957 149 1128 161</box>
notice-paragraph <box>327 787 524 1621</box>
category-name <box>384 118 443 138</box>
column-body <box>1167 143 1404 2236</box>
category-code: 1616 <box>117 116 171 140</box>
notice-body: taforma de video conferencia zoom. Todo interesado en participar en su subasta deberá rendir caución que no podrá ser inferior al 10% del mínimo fijado mediante vale vista tomado en cualquier banco de la plaza, a la orden del tribunal, con indicación del tomador para facilitar su devolución. Vale vista deberá ser presentado secretaria tribunal día precedente a fecha fijada para realización de subasta, entre 11:00 y 12:00 horas. No se admiten vales vista fuera de este horario. Postor deberá informar correo electrónico y número telefónico a través de acta predeterminada incorporada a carpeta electrónica por ministro de fe conjuntamente con una copia del vale vista. Acta de remate será firmada mismo día de subasta. Se utilizará la plataforma zoom, para lo cual se requiere de un computador o teléfono, en ambos casos, con cámara, micrófono y audio del mismo equipo y conexión a internet, problemas de conexión informarlos al mail jcsantiago16_remates@pjud.cl. Demás bases y antecedentes en causa rol C-8934-2024 'Banco Del Estado De Chile Con Bustos Gomez Johanna De Las Mercedes', la secretaría(s). <box>117 149 315 531</box>
notice-lead: DÉCIMO NOVENO JUZGADO CIVIL <box>747 232 928 244</box>
classified-column-2 <box>327 112 524 2179</box>
notice-paragraph <box>1167 149 1404 1035</box>
notice-paragraph <box>537 880 735 1396</box>
category-name <box>804 118 863 138</box>
notice-body: tiago, Huérfanos N° 1409, quinto piso, rematará 6 mayo 2026 a las 12:30 hrs. el departamento 105 del primer piso, del edificio B, del condominio Conjunto Mirador de Lauquén, con acceso por calle Lauquén 341, Los Ángeles. Se comprende el derecho de uso y goce exclusivo del estacionamiento 7, ubicado en el exterior de los edificios. Inscrito a Fojas 2.314 número 2.139 Registro Propiedad año 2023 Conservador Bienes Raíces Los Ángeles. La audiencia de remate se realizará mediante videoconferencia, Plataforma Zoom, para tal efecto deberán los postores conectarse al link: https://zoom.us/j/4022060537?pwd=Y3RaOkcveW5tWkZBVFBVV3BiNWw0UT09 o en su defecto ingresar a la plataforma Zoom con el ID de reunión: 4022060537 código de acceso: 640313. Mínimo $ 20.309.133. Precio pagadero contado quinto día hábil fecha remate. Interesados deberán rendir garantía suficiente para participar, equivalente al 10% del valor de tasación aprobada, mediante vale vista endosable a nombre del 19° Juzgado Civil De Santiago, documento que se deberá acompañar mediante presentación en la Oficina Judicial Virtual, cada vale vista y de la cédula de identidad del postor, y ser acompañado materialmente en el tribunal a más tardar a las 13 horas del día anterior a la realización de la subasta. Bases y antecedentes en causa Rol C-1787-2024, caratulada Volcom Deuda V Fondo de Inversión Privado con Gutiérrez Delgado. La Secretaria. <box>1377 1413 1614 1928</box>
